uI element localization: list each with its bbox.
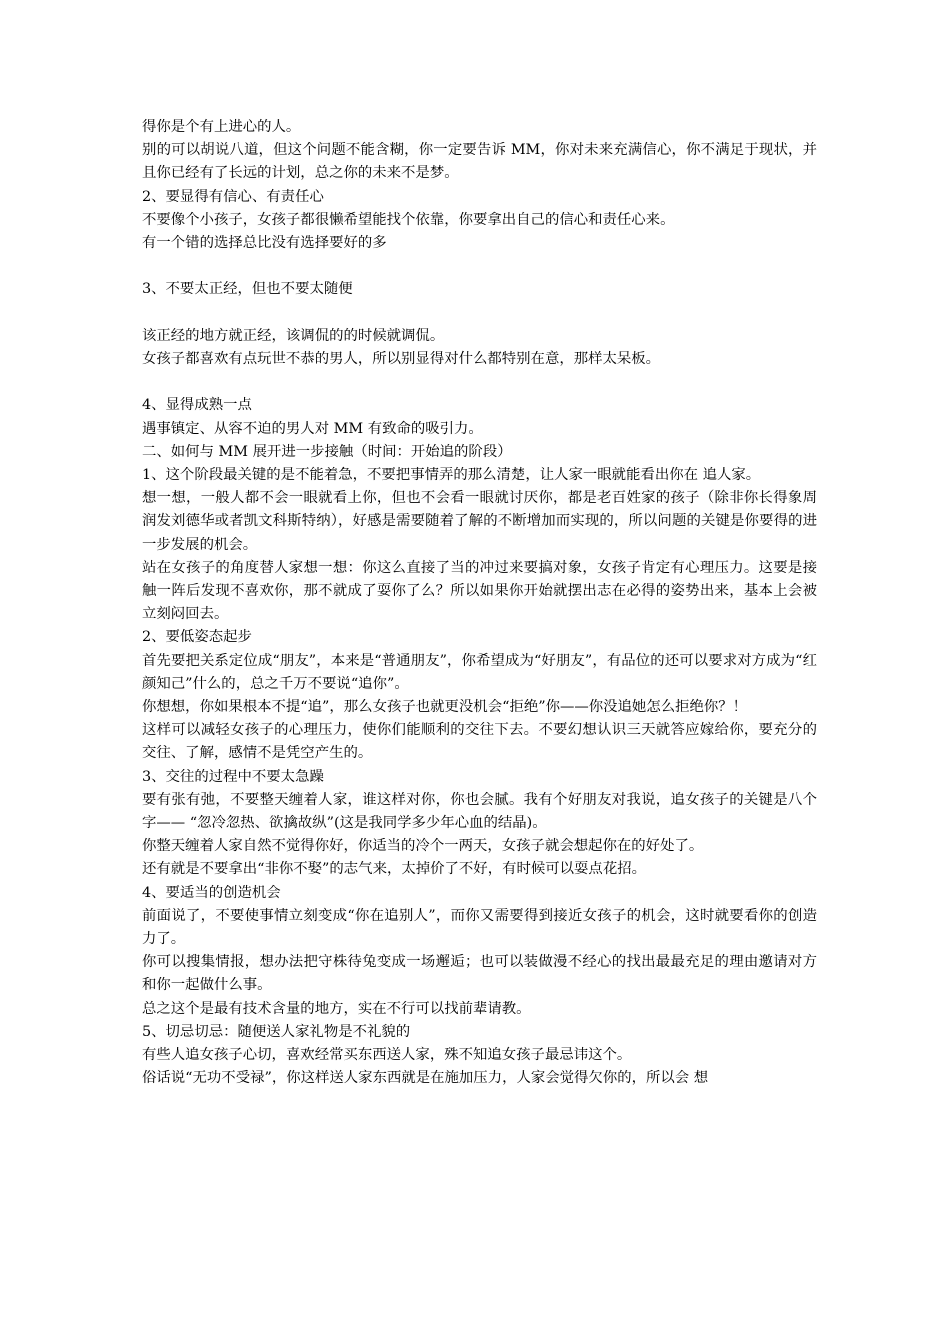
paragraph: 你想想，你如果根本不提“追”，那么女孩子也就更没机会“拒绝”你——你没追她怎么拒绝你？！ [142, 699, 748, 716]
section-heading: 3、交往的过程中不要太急躁 [142, 768, 324, 785]
paragraph: 站在女孩子的角度替人家想一想：你这么直接了当的冲过来要搞对象，女孩子肯定有心理压力。这要是接触一阵后发现不喜欢你，那不就成了耍你了么？所以如果你开始就摆出志在必得的姿势出来，基本上会被立刻闷回去。 [142, 559, 817, 623]
paragraph: 有些人追女孩子心切，喜欢经常买东西送人家，殊不知追女孩子最忌讳这个。 [142, 1047, 632, 1064]
section-heading: 3、不要太正经，但也不要太随便 [142, 281, 353, 298]
section-heading: 4、要适当的创造机会 [142, 884, 281, 901]
blank-line [142, 255, 817, 278]
paragraph: 不要像个小孩子，女孩子都很懒希望能找个依靠，你要拿出自己的信心和责任心来。 [142, 211, 675, 228]
paragraph: 这样可以减轻女孩子的心理压力，使你们能顺利的交往下去。不要幻想认识三天就答应嫁给你，要充分的交往、了解，感情不是凭空产生的。 [142, 722, 817, 762]
section-heading: 2、要低姿态起步 [142, 629, 252, 646]
paragraph: 你整天缠着人家自然不觉得你好，你适当的冷个一两天，女孩子就会想起你在的好处了。 [142, 838, 704, 855]
section-heading: 4、显得成熟一点 [142, 397, 252, 414]
paragraph: 1、这个阶段最关键的是不能着急，不要把事情弄的那么清楚，让人家一眼就能看出你在 追人家。 [142, 467, 761, 483]
paragraph: 首先要把关系定位成“朋友”，本来是“普通朋友”，你希望成为“好朋友”，有品位的还可以要求对方成为“红颜知己”什么的，总之千万不要说“追你”。 [142, 652, 817, 692]
blank-line [142, 371, 817, 394]
paragraph: 有一个错的选择总比没有选择要好的多 [142, 235, 387, 252]
paragraph: 还有就是不要拿出“非你不娶”的志气来，太掉价了不好，有时候可以耍点花招。 [142, 861, 646, 878]
paragraph: 俗话说“无功不受禄”，你这样送人家东西就是在施加压力，人家会觉得欠你的，所以会 想 [142, 1070, 709, 1087]
section-heading: 5、切忌切忌：随便送人家礼物是不礼貌的 [142, 1023, 411, 1040]
blank-line [142, 302, 817, 325]
paragraph: 总之这个是最有技术含量的地方，实在不行可以找前辈请教。 [142, 1000, 531, 1017]
paragraph: 该正经的地方就正经，该调侃的的时候就调侃。 [142, 327, 445, 344]
paragraph: 要有张有弛，不要整天缠着人家，谁这样对你，你也会腻。我有个好朋友对我说，追女孩子的关键是八个字—— “忽冷忽热、欲擒故纵”(这是我同学多少年心血的结晶)。 [142, 791, 817, 832]
paragraph: 你可以搜集情报，想办法把守株待兔变成一场邂逅；也可以装做漫不经心的找出最最充足的理由邀请对方和你一起做什么事。 [142, 954, 817, 994]
paragraph: 遇事镇定、从容不迫的男人对 MM 有致命的吸引力。 [142, 420, 483, 437]
paragraph: 别的可以胡说八道，但这个问题不能含糊，你一定要告诉 MM，你对未来充满信心，你不满足于现状，并且你已经有了长远的计划，总之你的未来不是梦。 [142, 142, 817, 182]
document-body [142, 116, 817, 1090]
section-heading: 2、要显得有信心、有责任心 [142, 188, 324, 205]
paragraph: 女孩子都喜欢有点玩世不恭的男人，所以别显得对什么都特别在意，那样太呆板。 [142, 351, 661, 367]
chapter-heading: 二、如何与 MM 展开进一步接触（时间：开始追的阶段） [142, 443, 512, 460]
paragraph: 前面说了，不要使事情立刻变成“你在追别人”，而你又需要得到接近女孩子的机会，这时就要看你的创造力了。 [142, 907, 817, 948]
paragraph: 得你是个有上进心的人。 [142, 119, 301, 135]
paragraph: 想一想，一般人都不会一眼就看上你，但也不会看一眼就讨厌你，都是老百姓家的孩子（除非你长得象周润发刘德华或者凯文科斯特纳），好感是需要随着了解的不断增加而实现的，所以问题的关键是你要得的进一步发展的机会。 [142, 490, 817, 553]
